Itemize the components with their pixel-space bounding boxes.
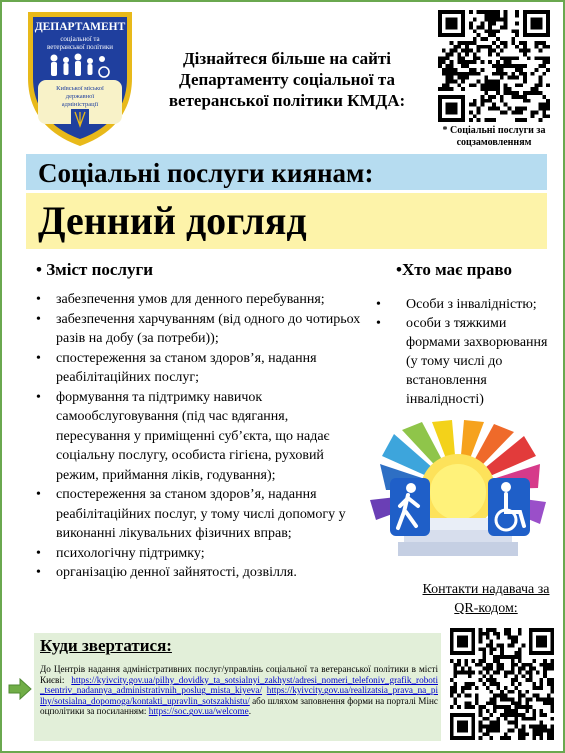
- help-intro: До Центрів надання адміністративних послуг/управлінь соціальної та ветеранської політики в місті Києві:: [40, 664, 438, 685]
- banner-title: Денний догляд: [38, 198, 307, 243]
- wheelchair-icon: [488, 478, 530, 536]
- website-headline: [152, 48, 422, 111]
- logo-bottom-text-2: державної: [65, 93, 95, 100]
- list-item: • забезпечення умов для денного перебування;: [36, 290, 366, 310]
- eligibility-list: [376, 295, 562, 409]
- headline-line-1: Дізнайтеся більше на сайті: [182, 49, 391, 68]
- headline-line-3: ветеранської політики КМДА:: [168, 91, 406, 110]
- walking-person-icon: [390, 478, 430, 536]
- arrow-right-icon: [8, 678, 32, 700]
- logo-sub-text-1: соціальної та: [60, 35, 100, 43]
- link-ministry-portal[interactable]: https://soc.gov.ua/welcome: [148, 706, 249, 717]
- contacts-label: Контакти надавача за QR-кодом:: [422, 582, 550, 616]
- logo-bottom-text-1: Київської міської: [56, 85, 104, 92]
- list-item: • формування та підтримку навичок самообслуговування (під час вдягання, пересування у приміщенні суб’єкта, що надає соціальну послугу, особиста гігієна, руховий режим, приймання ліків, годування);: [36, 388, 366, 486]
- contacts-qr-code[interactable]: [450, 628, 554, 740]
- list-item: • організацію денної зайнятості, дозвілля.: [36, 563, 366, 583]
- qr-note: * Соціальні послуги за соцзамовленням: [442, 125, 546, 148]
- list-item: • забезпечення харчуванням (від одного до чотирьох разів на добу (за потреби));: [36, 310, 366, 349]
- logo-bottom-text-3: адміністрації: [61, 101, 99, 108]
- logo-top-text: ДЕПАРТАМЕНТ: [34, 21, 126, 33]
- list-item: • Особи з інвалідністю;: [376, 295, 562, 314]
- department-logo: [24, 8, 136, 148]
- list-item: • спостереження за станом здоров’я, надання реабілітаційних послуг;: [36, 349, 366, 388]
- content-list: [36, 290, 366, 583]
- list-item: • особи з тяжкими формами захворювання (у тому числі до встановлення інвалідності): [376, 314, 562, 409]
- help-middle: або шляхом заповнення форми на порталі Мінсоцполітики за посиланням:: [40, 695, 438, 717]
- content-section-title: • Зміст послуги: [36, 260, 154, 279]
- where-to-apply-title: Куди звертатися:: [40, 636, 172, 655]
- banner-subtitle: Соціальні послуги киянам:: [38, 158, 374, 188]
- list-item: • спостереження за станом здоров’я, надання реабілітаційних послуг, у тому числі допомогу у виконанні лікувальних фізичних вправ;: [36, 485, 366, 544]
- list-item: • психологічну підтримку;: [36, 544, 366, 564]
- link-admin-centers[interactable]: https://kyivcity.gov.ua/pilhy_dovidky_ta_sotsialnyi_zakhyst/adresi_nomeri_telefoniv_grafik_roboti_tsentriv_nadannya_administrativnih_poslug_mista_kiyeva/: [40, 674, 438, 696]
- headline-line-2: Департаменту соціальної та: [179, 70, 395, 89]
- eligibility-section-title: •Хто має право: [396, 260, 512, 279]
- link-social-departments[interactable]: https://kyivcity.gov.ua/realizatsia_prava_na_pilhy/sotsialna_dopomoga/kontakti_upravlin_sotszakhistu/: [40, 685, 438, 706]
- title-band: [26, 193, 547, 249]
- help-end: .: [248, 706, 252, 717]
- website-qr-code[interactable]: [438, 10, 550, 122]
- where-to-apply-box: [34, 633, 441, 741]
- where-to-apply-text: [40, 664, 438, 717]
- logo-sub-text-2: ветеранської політики: [47, 43, 113, 51]
- sun-accessibility-illustration: [360, 420, 556, 560]
- subtitle-band: [26, 154, 547, 190]
